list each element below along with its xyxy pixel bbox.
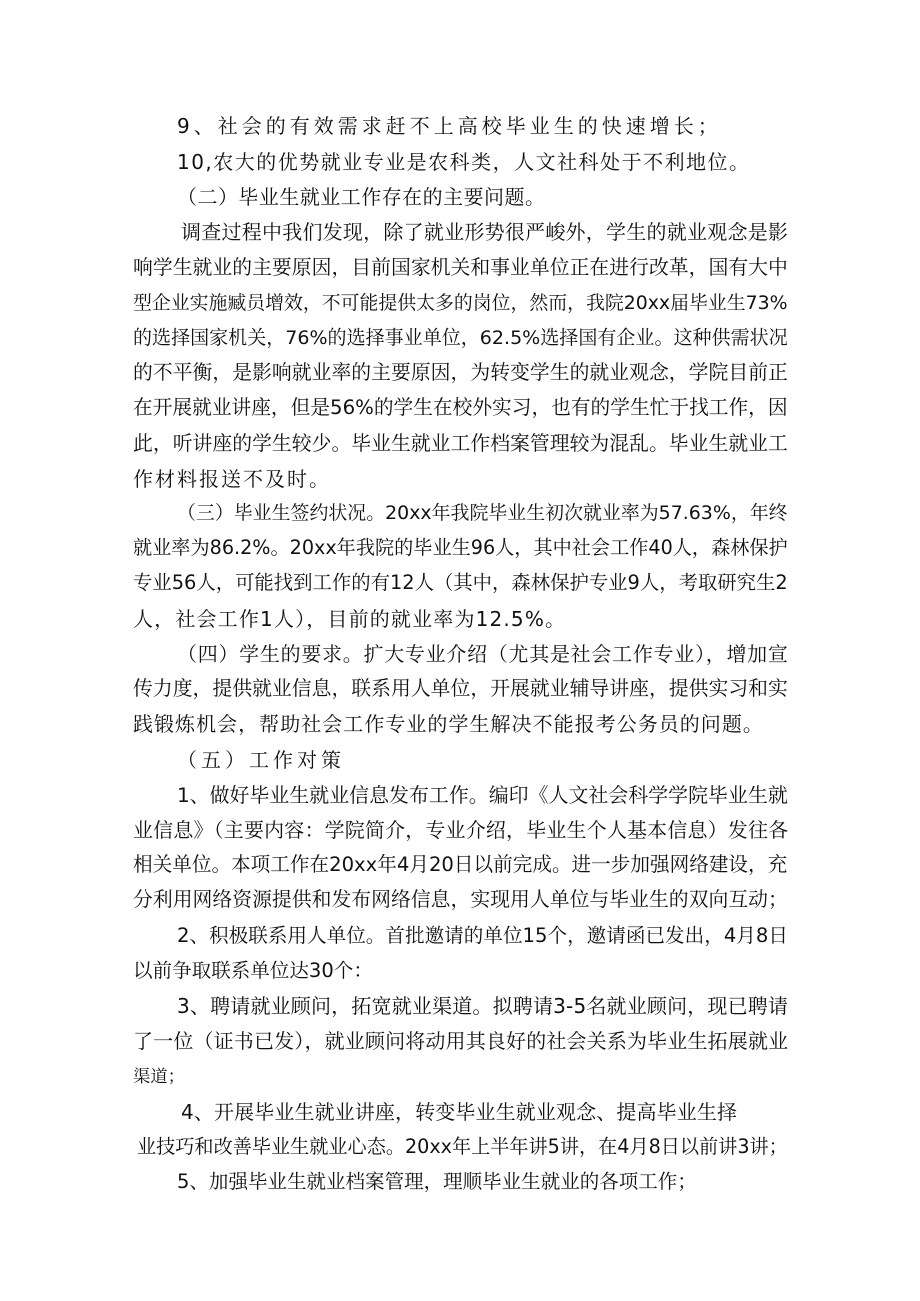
- text-line: 践锻炼机会，帮助社会工作专业的学生解决不能报考公务员的问题。: [133, 712, 764, 736]
- text-line: 专业56人，可能找到工作的有12人（其中，森林保护专业9人，考取研究生2: [133, 571, 788, 594]
- text-line: 9、社会的有效需求赶不上高校毕业生的快速增长；: [177, 114, 722, 138]
- text-line: 业信息》（主要内容：学院简介，专业介绍，毕业生个人基本信息）发往各: [133, 818, 789, 842]
- text-line: 人，社会工作1人），目前的就业率为12.5%。: [133, 607, 567, 631]
- text-line: 2、积极联系用人单位。首批邀请的单位15个，邀请函已发出，4月8日: [177, 924, 788, 947]
- text-line: 此，听讲座的学生较少。毕业生就业工作档案管理较为混乱。毕业生就业工: [133, 432, 788, 455]
- text-line: 的不平衡，是影响就业率的主要原因，为转变学生的就业观念，学院目前正: [133, 361, 788, 384]
- section-heading: （三）毕业生签约状况。20xx年我院毕业生初次就业率为57.63%，年终: [177, 502, 788, 524]
- text-line: 调查过程中我们发现，除了就业形势很严峻外，学生的就业观念是影: [181, 220, 789, 244]
- text-line: 以前争取联系单位达30个：: [133, 959, 373, 982]
- text-line: 4、开展毕业生就业讲座，转变毕业生就业观念、提高毕业生择: [181, 1100, 738, 1124]
- text-line: 渠道；: [133, 1067, 185, 1087]
- section-heading: （五）工作对策: [177, 748, 345, 772]
- text-line: 相关单位。本项工作在20xx年4月20日以前完成。进一步加强网络建设，充: [133, 853, 788, 876]
- section-heading: （四）学生的要求。扩大专业介绍（尤其是社会工作专业），增加宣: [177, 642, 789, 666]
- text-line: 10,农大的优势就业专业是农科类，人文社科处于不利地位。: [177, 150, 751, 174]
- text-line: 了一位（证书已发），就业顾问将动用其良好的社会关系为毕业生拓展就业: [133, 1029, 789, 1053]
- text-line: 分利用网络资源提供和发布网络信息，实现用人单位与毕业生的双向互动；: [133, 888, 788, 911]
- text-line: 作材料报送不及时。: [133, 467, 331, 491]
- text-line: 在开展就业讲座，但是56%的学生在校外实习，也有的学生忙于找工作，因: [133, 396, 788, 419]
- text-line: 业技巧和改善毕业生就业心态。20xx年上半年讲5讲，在4月8日以前讲3讲；: [137, 1135, 788, 1158]
- text-line: 型企业实施臧员增效，不可能提供太多的岗位，然而，我院20xx届毕业生73%: [133, 292, 788, 314]
- text-line: 1、做好毕业生就业信息发布工作。编印《人文社会科学学院毕业生就: [177, 783, 788, 807]
- text-line: 3、聘请就业顾问，拓宽就业渠道。拟聘请3-5名就业顾问，现已聘请: [177, 994, 789, 1018]
- text-line: 5、加强毕业生就业档案管理，理顺毕业生就业的各项工作；: [177, 1170, 697, 1193]
- text-line: 的选择国家机关，76%的选择事业单位，62.5%选择国有企业。这种供需状况: [133, 327, 788, 349]
- text-line: 就业率为86.2%。20xx年我院的毕业生96人，其中社会工作40人，森林保护: [133, 536, 788, 559]
- text-line: 传力度，提供就业信息，联系用人单位，开展就业辅导讲座，提供实习和实: [133, 677, 788, 700]
- section-heading: （二）毕业生就业工作存在的主要问题。: [177, 185, 546, 209]
- text-line: 响学生就业的主要原因，目前国家机关和事业单位正在进行改革，国有大中: [133, 256, 788, 279]
